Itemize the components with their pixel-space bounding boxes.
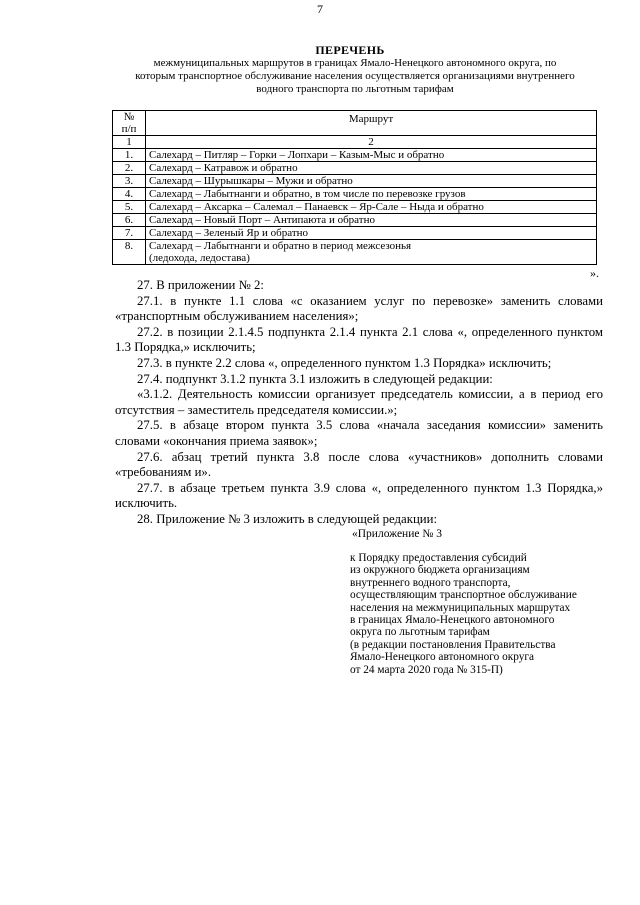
table-row [113, 227, 597, 240]
annex-line: внутреннего водного транспорта, [350, 576, 511, 589]
row-route: Салехард – Аксарка – Салемал – Панаевск – Яр-Сале – Ныда и обратно [146, 201, 597, 214]
index-cell: 2 [146, 136, 597, 149]
header-number-sign: № [123, 111, 135, 123]
annex-line: от 24 марта 2020 года № 315-П) [350, 663, 503, 676]
row-route-line: (ледохода, ледостава) [149, 252, 250, 264]
routes-table [112, 110, 597, 265]
paragraph: 27. В приложении № 2: [137, 278, 264, 292]
annex-line: в границах Ямало-Ненецкого автономного [350, 614, 555, 627]
table-row [113, 188, 597, 201]
row-route: Салехард – Зеленый Яр и обратно [146, 227, 597, 240]
column-header-number [113, 111, 146, 136]
table-row [113, 240, 597, 265]
row-number: 4. [113, 188, 146, 201]
table-index-row [113, 136, 597, 149]
paragraph: 27.1. в пункте 1.1 слова «с оказанием услуг по перевозке» заменить словами «транспортным обслуживанием населения»; [115, 293, 603, 324]
row-number: 8. [113, 240, 146, 265]
amendments-body [115, 278, 603, 528]
paragraph: 27.3. в пункте 2.2 слова «, определенного пунктом 1.3 Порядка» исключить; [137, 355, 552, 370]
annex-line: округа по льготным тарифам [350, 626, 490, 639]
table-row [113, 149, 597, 162]
row-route: Салехард – Лабытнанги и обратно, в том числе по перевозке грузов [146, 188, 597, 201]
row-number: 2. [113, 162, 146, 175]
list-title: ПЕРЕЧЕНЬ [315, 43, 385, 57]
page-number: 7 [317, 2, 323, 16]
annex-line: населения на межмуниципальных маршрутах [350, 601, 571, 614]
table-row [113, 214, 597, 227]
table-row [113, 162, 597, 175]
row-route [146, 240, 597, 265]
column-header-route: Маршрут [146, 111, 597, 136]
subtitle-line: которым транспортное обслуживание населения осуществляется организациями внутреннего [135, 70, 575, 82]
annex-line: Ямало-Ненецкого автономного округа [350, 651, 535, 664]
annex-line: из окружного бюджета организациям [350, 564, 530, 577]
paragraph: 27.7. в абзаце третьем пункта 3.9 слова «, определенного пунктом 1.3 Порядка,» исключить. [115, 480, 603, 511]
row-number: 5. [113, 201, 146, 214]
annex-line: (в редакции постановления Правительства [350, 638, 556, 651]
row-number: 6. [113, 214, 146, 227]
row-number: 3. [113, 175, 146, 188]
paragraph: 28. Приложение № 3 изложить в следующей редакции: [137, 511, 438, 526]
annex-line: осуществляющим транспортное обслуживание [350, 589, 577, 602]
paragraph: «3.1.2. Деятельность комиссии организует председатель комиссии, а в период его отсутствия – заместитель председателя комиссии.»; [115, 387, 603, 417]
index-cell: 1 [113, 136, 146, 149]
header-number-pp: п/п [121, 123, 137, 135]
row-route: Салехард – Новый Порт – Антипаюта и обратно [146, 214, 597, 227]
table-row [113, 201, 597, 214]
row-route: Салехард – Питляр – Горки – Лопхари – Казым-Мыс и обратно [146, 149, 597, 162]
row-number: 7. [113, 227, 146, 240]
closing-quote: ». [590, 266, 599, 280]
paragraph: 27.2. в позиции 2.1.4.5 подпункта 2.1.4 пункта 2.1 слова «, определенного пунктом 1.3 Порядка,» исключить; [115, 324, 603, 355]
paragraph: 27.5. в абзаце втором пункта 3.5 слова «начала заседания комиссии» заменить словами «окончания приема заявок»; [115, 418, 603, 448]
row-route-line: Салехард – Лабытнанги и обратно в период межсезонья [149, 240, 412, 252]
annex-description [350, 552, 610, 676]
row-route: Салехард – Шурышкары – Мужи и обратно [146, 175, 597, 188]
paragraph: 27.4. подпункт 3.1.2 пункта 3.1 изложить в следующей редакции: [137, 371, 493, 386]
row-route: Салехард – Катравож и обратно [146, 162, 597, 175]
paragraph: 27.6. абзац третий пункта 3.8 после слова «участников» дополнить словами «требованиям и». [115, 449, 603, 480]
table-row [113, 175, 597, 188]
subtitle-line: водного транспорта по льготным тарифам [256, 83, 454, 95]
list-subtitle [110, 57, 600, 96]
subtitle-line: межмуниципальных маршрутов в границах Ямало-Ненецкого автономного округа, по [153, 57, 557, 69]
annex-title: «Приложение № 3 [352, 528, 442, 540]
row-number: 1. [113, 149, 146, 162]
annex-line: к Порядку предоставления субсидий [350, 552, 527, 564]
table-header-row [113, 111, 597, 136]
